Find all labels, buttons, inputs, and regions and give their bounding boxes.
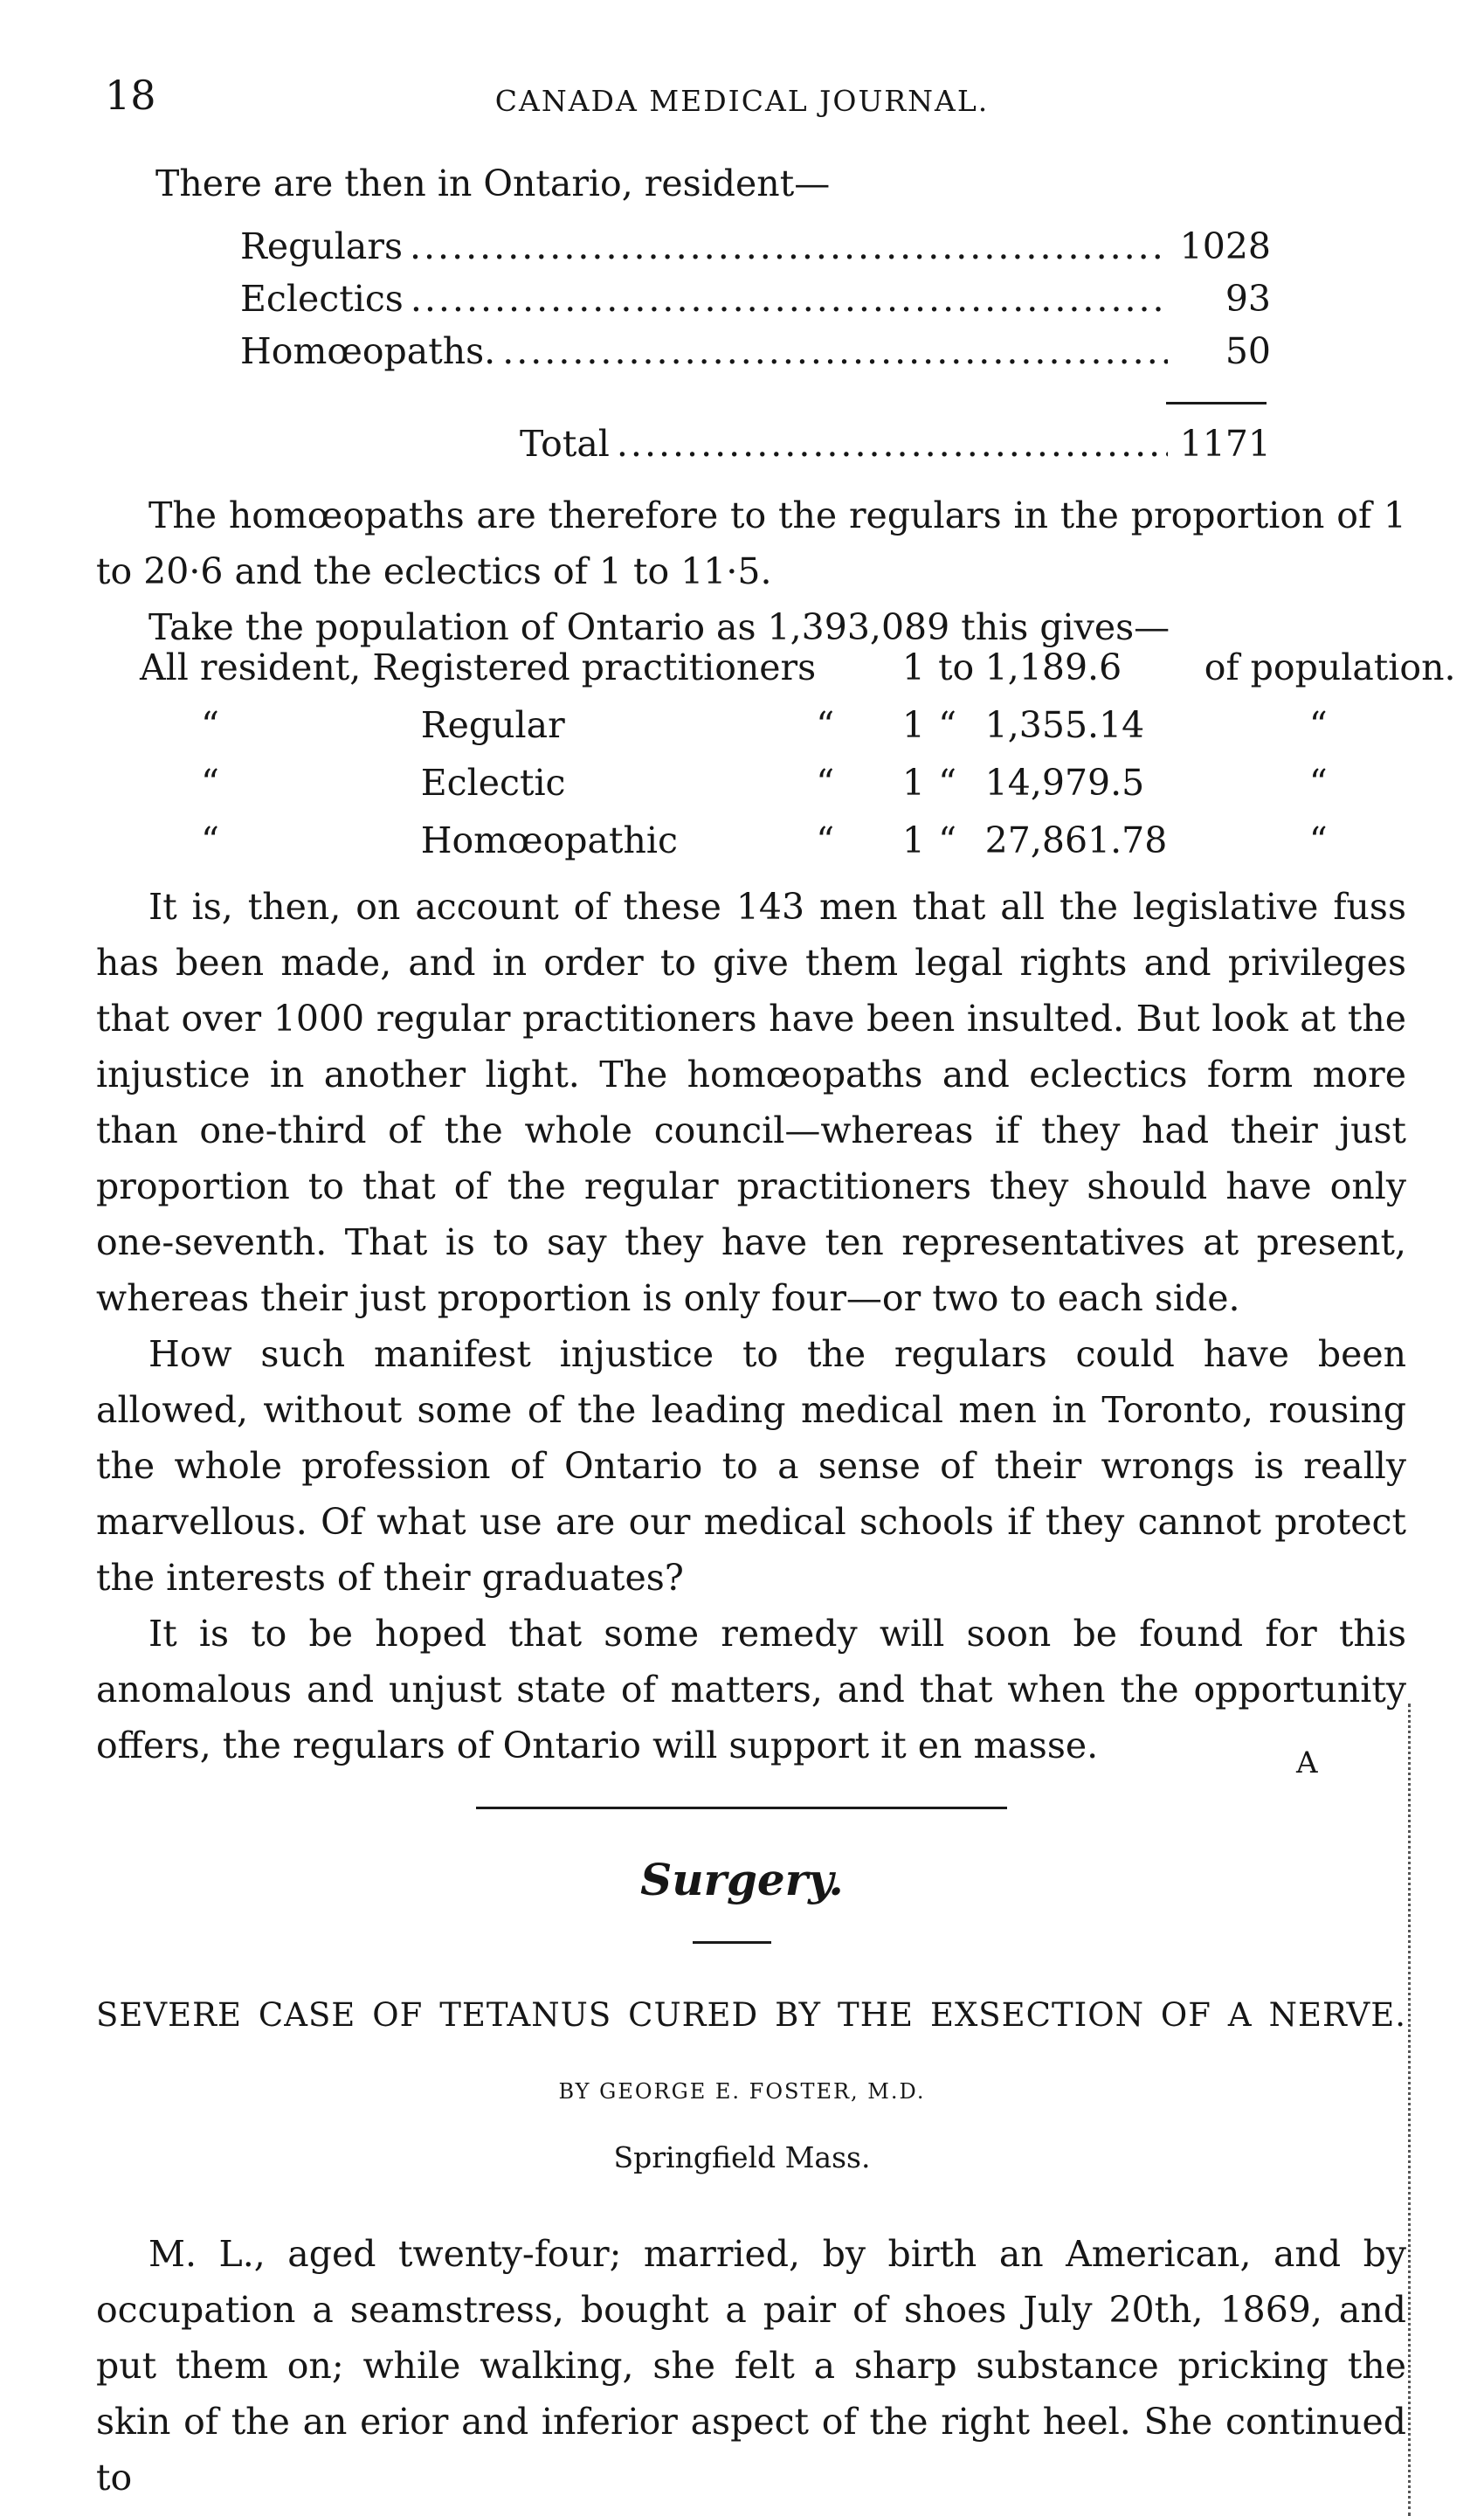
table-cell: “ bbox=[1308, 819, 1328, 861]
table-cell: Eclectic bbox=[420, 762, 566, 804]
table-row bbox=[140, 762, 1484, 819]
population-table bbox=[140, 646, 1484, 877]
section-divider bbox=[476, 1807, 1007, 1809]
table-cell: 1 bbox=[901, 762, 925, 804]
table-cell: “ bbox=[201, 704, 219, 746]
page-edge-mark bbox=[1408, 1704, 1413, 2516]
table-cell: of population. bbox=[1204, 646, 1456, 688]
total-value: 1171 bbox=[1179, 423, 1271, 465]
article-body bbox=[96, 2226, 1406, 2506]
table-cell: “ bbox=[201, 819, 219, 861]
table-cell: 1,189.6 bbox=[984, 646, 1122, 688]
proportion-paragraph bbox=[96, 487, 1406, 599]
table-row bbox=[140, 819, 1484, 877]
table-cell: 1 bbox=[901, 819, 925, 861]
table-cell: All resident, Registered practitioners bbox=[140, 646, 817, 688]
table-cell: Homœopathic bbox=[420, 819, 678, 861]
table-cell: “ bbox=[938, 819, 957, 861]
article-byline: BY GEORGE E. FOSTER, M.D. bbox=[558, 2079, 926, 2104]
table-cell: 1 bbox=[901, 646, 925, 688]
resident-value: 1028 bbox=[1179, 225, 1271, 267]
total-label: Total bbox=[520, 423, 610, 465]
paragraph-text: It is to be hoped that some remedy will soon be found for this anomalous and unjust state of matters, and that when the opportunity offers, the regulars of Ontario will support it en masse. bbox=[96, 1613, 1406, 1766]
paragraph-text: It is, then, on account of these 143 men that all the legislative fuss has been made, and in order to give them legal rights and privileges that over 1000 regular practitioners have been insulted. But look at the injustice in another light. The homœopaths and eclectics form more than one-third of the whole council—whereas if they had their just proportion to that of the regular practitioners they should have only one-seventh. That is to say they have ten representatives at present, whereas their just proportion is only four—or two to each side. bbox=[96, 886, 1406, 1319]
resident-value: 50 bbox=[1225, 330, 1271, 372]
resident-row-regulars bbox=[240, 225, 1271, 273]
table-cell: “ bbox=[816, 819, 835, 861]
paragraph-text: M. L., aged twenty-four; married, by birth an American, and by occupation a seamstress, bought a pair of shoes July 20th, 1869, and put them on; while walking, she felt a sharp substance pricking the skin of the an erior and inferior aspect of the right heel. She continued to bbox=[96, 2233, 1406, 2499]
resident-label: Regulars bbox=[240, 225, 403, 267]
running-title: CANADA MEDICAL JOURNAL. bbox=[494, 84, 990, 118]
table-cell: “ bbox=[938, 704, 957, 746]
table-cell: 27,861.78 bbox=[984, 819, 1168, 861]
dot-leader bbox=[410, 225, 1168, 267]
resident-row-total bbox=[520, 423, 1271, 470]
table-cell bbox=[816, 646, 902, 704]
paragraph-text: Take the population of Ontario as 1,393,089 this gives— bbox=[148, 606, 1170, 648]
table-row bbox=[140, 704, 1484, 762]
table-cell: “ bbox=[1308, 704, 1328, 746]
table-cell: 1 bbox=[901, 704, 925, 746]
article-place: Springfield Mass. bbox=[613, 2140, 871, 2174]
dot-leader bbox=[502, 330, 1168, 372]
resident-label: Eclectics bbox=[240, 278, 404, 320]
table-cell: “ bbox=[1308, 762, 1328, 804]
table-cell: “ bbox=[201, 762, 219, 804]
table-cell: to bbox=[938, 646, 975, 688]
heading-underline bbox=[693, 1941, 771, 1944]
table-row bbox=[140, 646, 1484, 704]
dot-leader bbox=[617, 423, 1168, 465]
resident-row-homoeopaths bbox=[240, 330, 1271, 377]
table-cell: 14,979.5 bbox=[984, 762, 1145, 804]
page-number: 18 bbox=[105, 72, 156, 119]
sum-rule bbox=[1166, 402, 1267, 404]
resident-row-eclectics bbox=[240, 278, 1271, 325]
author-signature: A bbox=[1296, 1745, 1318, 1780]
body-paragraphs bbox=[96, 879, 1406, 1773]
article-title: SEVERE CASE OF TETANUS CURED BY THE EXSECTION OF A NERVE. bbox=[96, 1996, 1406, 2034]
paragraph-text: How such manifest injustice to the regulars could have been allowed, without some of the leading medical men in Toronto, rousing the whole profession of Ontario to a sense of their wrongs is really marvellous. Of what use are our medical schools if they cannot protect the interests of their graduates? bbox=[96, 1333, 1406, 1599]
paragraph-text: The homœopaths are therefore to the regulars in the proportion of 1 to 20·6 and the eclectics of 1 to 11·5. bbox=[96, 494, 1406, 592]
table-cell: Regular bbox=[420, 704, 565, 746]
section-heading: Surgery. bbox=[640, 1854, 844, 1905]
table-cell: “ bbox=[816, 704, 835, 746]
resident-label: Homœopaths. bbox=[240, 330, 496, 372]
dot-leader bbox=[411, 278, 1168, 320]
table-cell: “ bbox=[816, 762, 835, 804]
table-cell: 1,355.14 bbox=[984, 704, 1145, 746]
resident-intro: There are then in Ontario, resident— bbox=[155, 162, 831, 204]
table-cell: “ bbox=[938, 762, 957, 804]
resident-value: 93 bbox=[1225, 278, 1271, 320]
